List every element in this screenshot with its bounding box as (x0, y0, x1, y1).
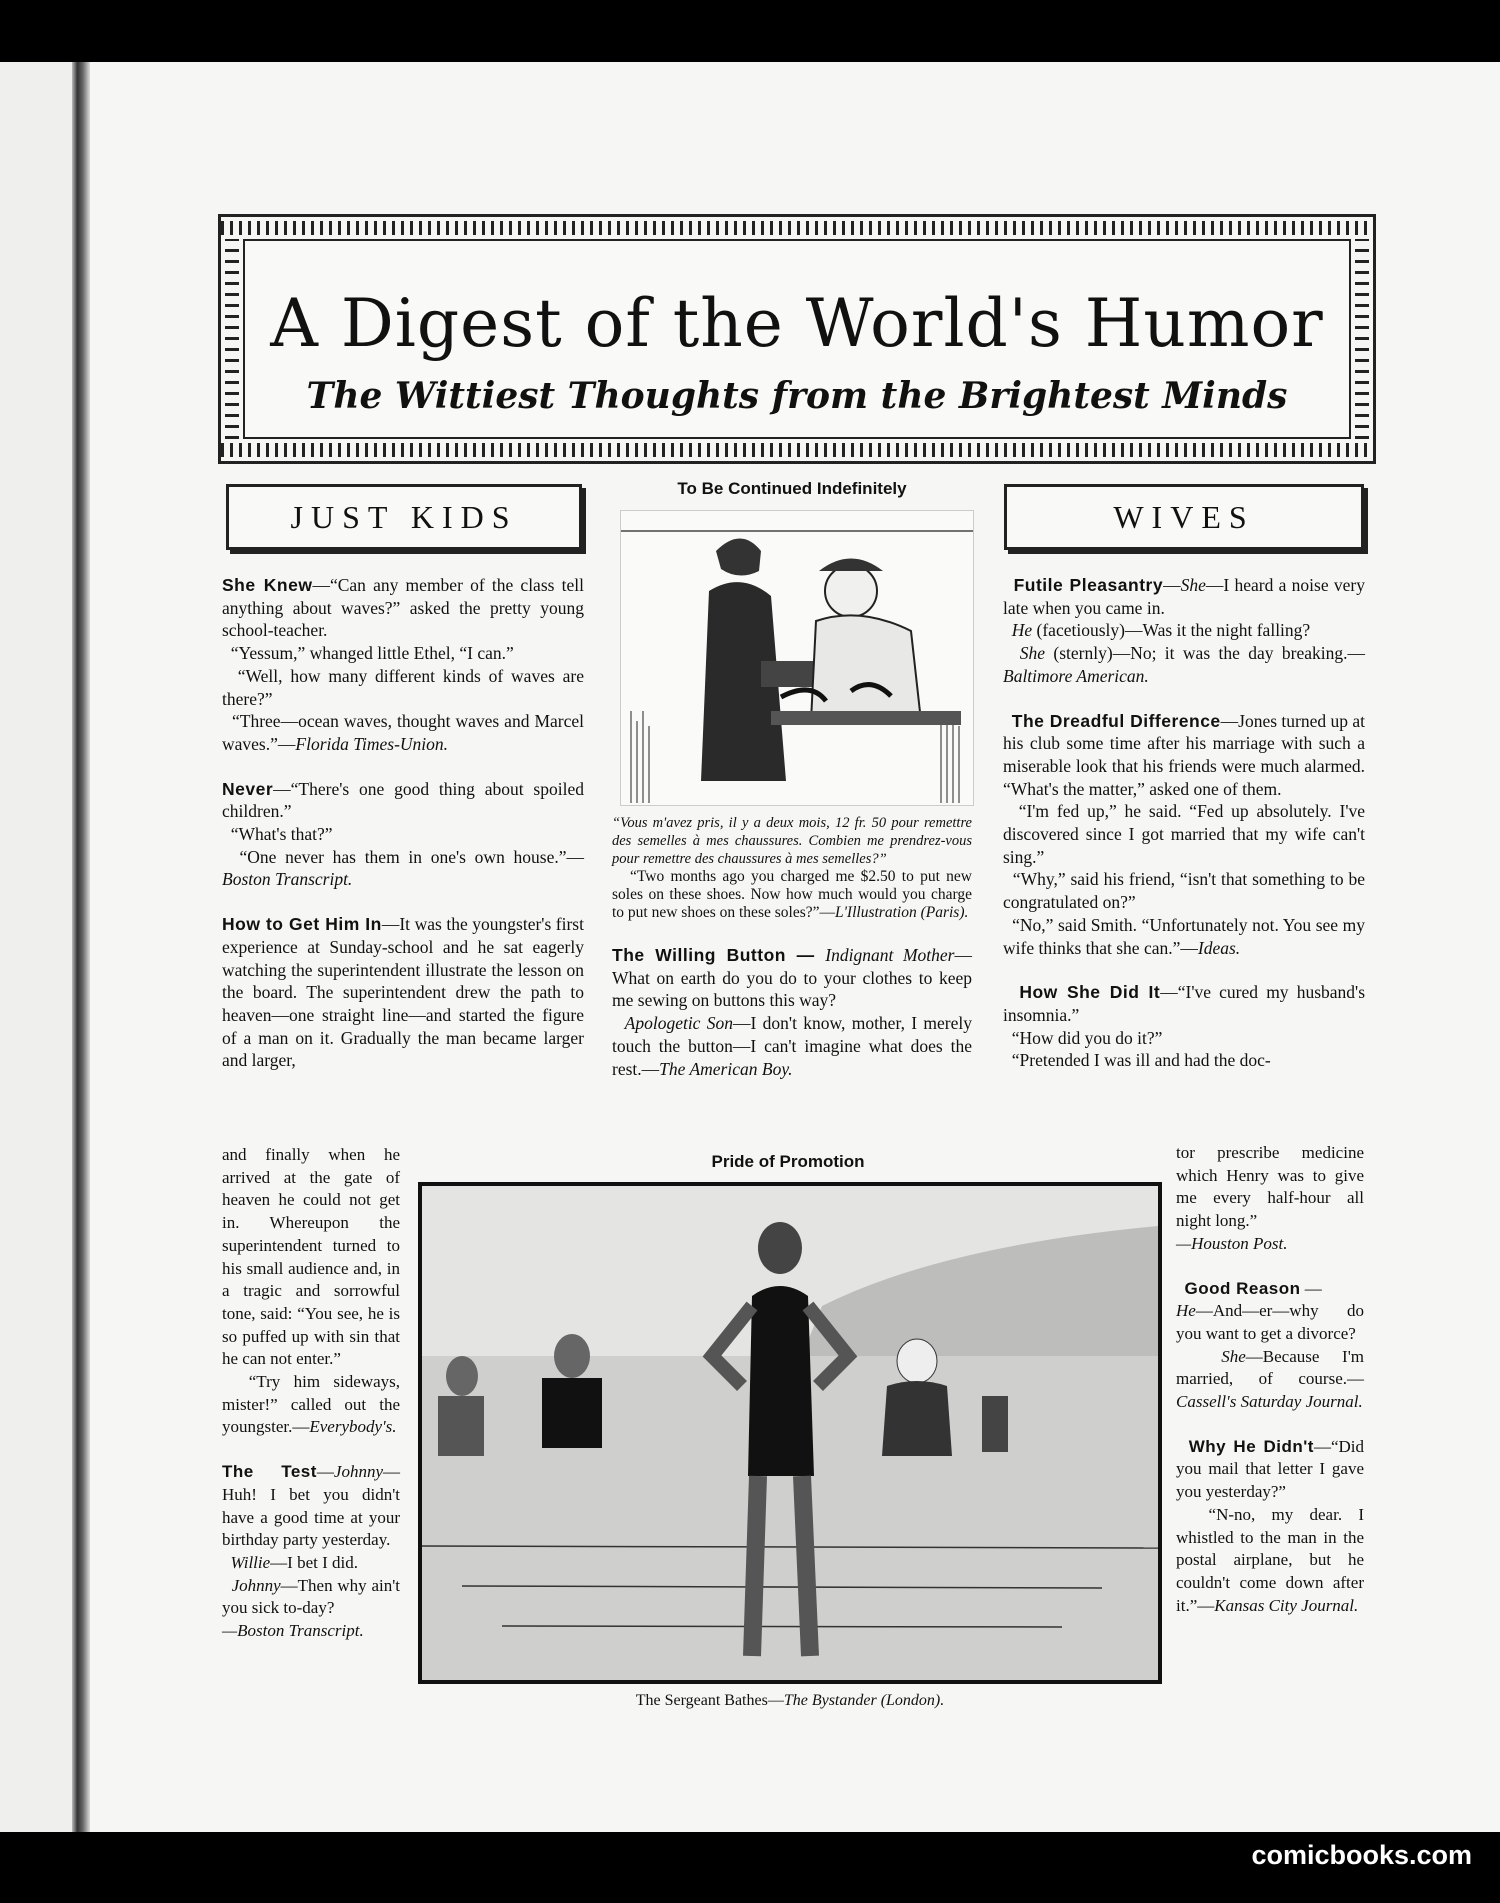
ornament-border-bottom (221, 443, 1373, 457)
ornament-border-right (1355, 239, 1369, 439)
joke-how-to-get-him-in: How to Get Him In—It was the youngster's first experience at Sunday-school and he sat eagerly watching the superintendent illustrate the lesson on the board. The superintendent drew the path to heaven—one straight line—and started the figure of a man on it. Gradually the man became larger and larger, (222, 914, 584, 1071)
wives-column: Futile Pleasantry—She—I heard a noise very late when you came in. He (facetiously)—Was it the night falling? She (sternly)—No; it was the day breaking.—Baltimore American. The Dreadful Difference—Jones turned up at his club some time after his marriage with such a miserable look that his friends were much alarmed. “What's the matter,” asked one of them. “I'm fed up,” he said. “Fed up absolutely. I've discovered since I got married that my wife can't sing.” “Why,” said his friend, “isn't that something to be congratulated on?” “No,” said Smith. “Unfortunately not. You see my wife thinks that she can.”—Ideas. How She Did It—“I've cured my husband's insomnia.” “How did you do it?” “Pretended I was ill and had the doc- (1003, 575, 1366, 1071)
joke-she-knew: She Knew—“Can any member of the class tell anything about waves?” asked the pretty young school-teacher. (222, 575, 584, 641)
book-spine (72, 62, 90, 1832)
joke-never: Never—“There's one good thing about spoiled children.” (222, 778, 584, 822)
masthead-frame (218, 214, 1376, 464)
page-title: A Digest of the World's Humor (270, 285, 1324, 362)
section-header-kids: JUST KIDS (226, 484, 582, 550)
ornament-border-left (225, 239, 239, 439)
cobbler-illustration (621, 511, 973, 805)
cobbler-cartoon-image (620, 510, 974, 806)
kids-column: She Knew—“Can any member of the class tell anything about waves?” asked the pretty young school-teacher. “Yessum,” whanged little Ethel, “I can.” “Well, how many different kinds of waves are there?” “Three—ocean waves, thought waves and Marcel waves.”—Florida Times-Union. Never—“There's one good thing about spoiled children.” “What's that?” “One never has them in one's own house.”—Boston Transcript. How to Get Him In—It was the youngster's first experience at Sunday-school and he sat eagerly watching the superintendent illustrate the lesson on the board. The superintendent drew the path to heaven—one straight line—and started the figure of a man on it. Gradually the man became larger and larger, (222, 575, 584, 1071)
joke-dreadful-difference: The Dreadful Difference—Jones turned up at his club some time after his marriage with such a miserable look that his friends were much alarmed. “What's the matter,” asked one of them. (1003, 710, 1366, 799)
joke-futile-pleasantry: Futile Pleasantry—She—I heard a noise very late when you came in. (1003, 575, 1365, 618)
masthead-panel (243, 239, 1351, 439)
cartoon-title: To Be Continued Indefinitely (677, 479, 907, 498)
cartoon-caption-french: “Vous m'avez pris, il y a deux mois, 12 fr. 50 pour remettre des semelles à mes chaussures. Combien me prendrez-vous pour remettre des chaussures à mes semelles?” (612, 815, 972, 867)
cartoon-caption-english: “Two months ago you charged me $2.50 to put new soles on these shoes. Now how much would you charge to put new shoes on these soles?”—L'Illustration (Paris). (612, 868, 972, 921)
middle-column (612, 478, 972, 501)
kids-column-narrow: and finally when he arrived at the gate of heaven he could not get in. Whereupon the superintendent turned to his small audience and, in a tragic and sorrowful tone, said: “You see, he is so puffed up with sin that he can not enter.” “Try him sideways, mister!” called out the youngster.—Everybody's. The Test—Johnny—Huh! I bet you didn't have a good time at your birthday party yesterday. Willie—I bet I did. Johnny—Then why ain't you sick to-day? —Boston Transcript. (222, 1145, 401, 1641)
ornament-border-top (221, 221, 1373, 235)
middle-column-text: “Vous m'avez pris, il y a deux mois, 12 fr. 50 pour remettre des semelles à mes chaussures. Combien me prendrez-vous pour remettre des chaussures à mes semelles?” “Two months ago you charged me $2.50 to put new soles on these shoes. Now how much would you charge to put new shoes on these soles?”—L'Illustration (Paris). The Willing Button — Indignant Mother—What on earth do you do to your clothes to keep me sewing on buttons this way? Apologetic Son—I don't know, mother, I merely touch the button—I can't imagine what does the rest.—The American Boy. (612, 815, 972, 1079)
wives-column-narrow: tor prescribe medicine which Henry was to give me every half-hour all night long.” —Houston Post. Good Reason — He—And—er—why do you want to get a divorce? She—Because I'm married, of course.—Cassell's Saturday Journal. Why He Didn't—“Did you mail that letter I gave you yesterday?” “N-no, my dear. I whistled to the man in the postal airplane, but he couldn't come down after it.”—Kansas City Journal. (1176, 1143, 1365, 1615)
photo-caption: The Sergeant Bathes—The Bystander (London). (635, 1692, 945, 1709)
site-watermark: comicbooks.com (1251, 1840, 1472, 1870)
joke-the-test: The Test—Johnny—Huh! I bet you didn't have a good time at your birthday party yesterday. (222, 1462, 400, 1550)
joke-how-she-did-it: How She Did It—“I've cured my husband's insomnia.” (1003, 982, 1366, 1025)
photo-title: Pride of Promotion (711, 1152, 865, 1171)
bathers-cartoon-image (418, 1182, 1162, 1684)
joke-good-reason: Good Reason — (1184, 1278, 1322, 1298)
joke-willing-button: The Willing Button — Indignant Mother—What on earth do you do to your clothes to keep me sewing on buttons this way? (612, 945, 972, 1011)
page-subtitle: The Wittiest Thoughts from the Brightest Minds (306, 375, 1288, 417)
joke-why-he-didnt: Why He Didn't—“Did you mail that letter I gave you yesterday?” (1176, 1436, 1364, 1502)
bathers-illustration (422, 1186, 1158, 1680)
facing-page-edge (0, 62, 72, 1832)
section-header-wives: WIVES (1004, 484, 1364, 550)
